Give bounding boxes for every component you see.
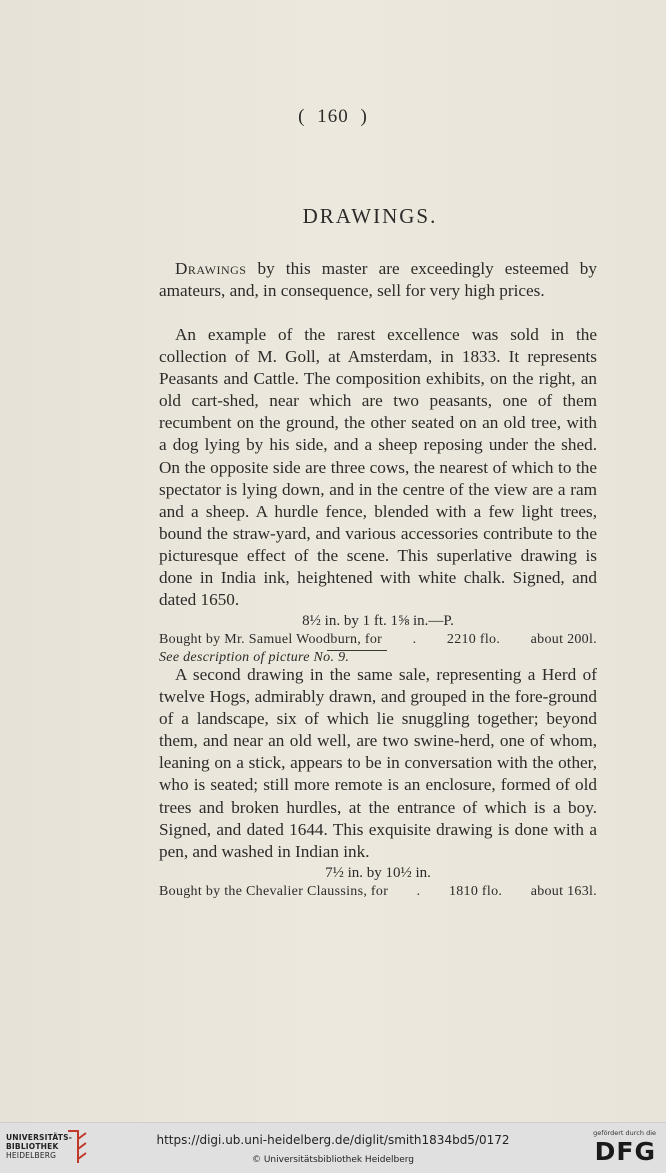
entry-1-dimensions: 8½ in. by 1 ft. 1⅝ in.—P. — [302, 613, 454, 630]
intro-lead-word: Drawings — [175, 259, 247, 278]
entry-2-dimensions: 7½ in. by 10½ in. — [325, 864, 431, 881]
entry-1-dot: . — [412, 632, 417, 648]
page-title: DRAWINGS. — [302, 204, 438, 228]
entry-2 — [159, 664, 597, 900]
page-number: ( 160 ) — [298, 106, 368, 127]
intro-text: by this master are exceedingly esteemed by amateurs, and, in consequence, sell for very high prices. — [159, 259, 597, 301]
entry-2-dot: . — [416, 883, 421, 899]
entry-2-price: 1810 flo. — [448, 883, 503, 899]
entry-1-about: about 200l. — [530, 632, 597, 648]
entry-2-about: about 163l. — [530, 883, 597, 899]
entry-1-see-also: See description of picture No. 9. — [159, 650, 350, 666]
entry-2-buyer: Bought by the Chevalier Claussins, for — [159, 883, 389, 899]
library-name-line1: UNIVERSITÄTS- — [6, 1133, 73, 1142]
library-name-line2: BIBLIOTHEK — [6, 1142, 59, 1151]
entry-1-price: 2210 flo. — [446, 632, 501, 648]
entry-1-purchase — [159, 632, 597, 648]
section-divider — [327, 650, 387, 651]
permalink-url[interactable]: https://digi.ub.uni-heidelberg.de/diglit/smith1834bd5/0172 — [156, 1133, 510, 1147]
copyright-notice: © Universitätsbibliothek Heidelberg — [251, 1155, 414, 1165]
viewer-footer — [0, 1122, 666, 1173]
library-name-line3: HEIDELBERG — [6, 1151, 57, 1160]
entry-2-text: A second drawing in the same sale, representing a Herd of twelve Hogs, admirably drawn, and grouped in the fore-ground of a landscape, six of which lie snuggling together; beyond them, and near an old well, are two swine-herd, one of whom, leaning on a stick, appears to be in conversation with the other, who is seated; still more remote is an enclosure, formed of old trees and broken hurdles, at the entrance of which is a boy. Signed, and dated 1644. This exquisite drawing is done with a pen, and washed in Indian ink. — [159, 665, 597, 861]
dfg-logo[interactable]: DFG — [594, 1137, 656, 1166]
entry-1-buyer: Bought by Mr. Samuel Woodburn, for — [159, 632, 383, 648]
entry-1-text: An example of the rarest excellence was sold in the collection of M. Goll, at Amsterdam, in 1833. It represents Peasants and Cattle. The composition exhibits, on the right, an old cart-shed, near which are two peasants, one of them recumbent on the ground, the other seated on an old tree, with a dog lying by his side, and a sheep reposing under the shed. On the opposite side are three cows, the nearest of which to the spectator is lying down, and in the centre of the view are a ram and a sheep. A hurdle fence, blended with a few light trees, bound the straw-yard, and various accessories contribute to the picturesque effect of the scene. This superlative drawing is done in India ink, heightened with white chalk. Signed, and dated 1650. — [159, 325, 597, 610]
funding-note: gefördert durch die — [593, 1129, 656, 1137]
entry-2-purchase — [159, 884, 597, 900]
entry-1 — [159, 324, 597, 666]
intro-paragraph — [159, 258, 597, 302]
